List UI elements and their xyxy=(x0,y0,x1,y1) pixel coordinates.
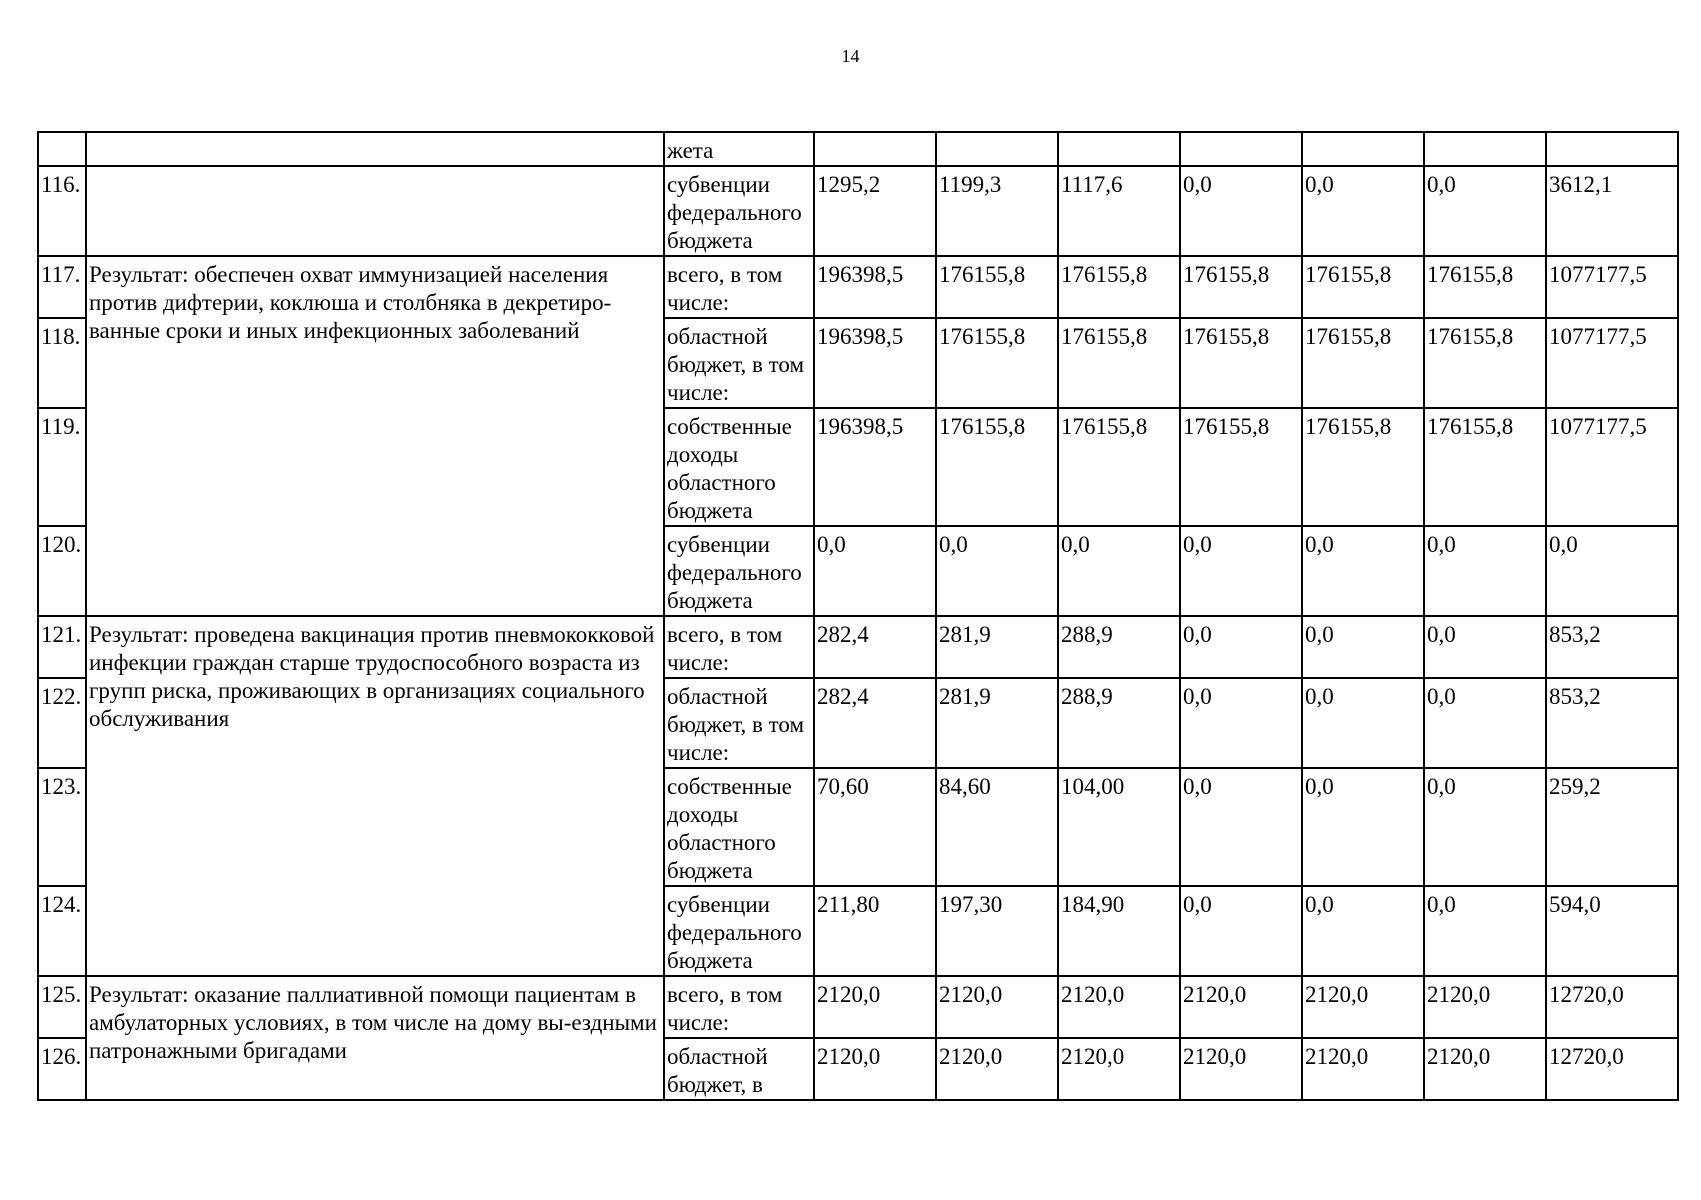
table-row xyxy=(38,166,1678,256)
year-value-cell: 0,0 xyxy=(1180,886,1302,976)
year-value-cell: 197,30 xyxy=(936,886,1058,976)
year-value-cell: 0,0 xyxy=(1424,166,1546,256)
year-value-cell: 2120,0 xyxy=(1302,976,1424,1038)
year-value-cell: 176155,8 xyxy=(1302,318,1424,408)
year-value-cell: 0,0 xyxy=(1302,768,1424,886)
year-value-cell: 2120,0 xyxy=(1058,1038,1180,1100)
total-value-cell: 594,0 xyxy=(1546,886,1678,976)
year-value-cell: 84,60 xyxy=(936,768,1058,886)
value-cell xyxy=(1424,132,1546,166)
year-value-cell: 0,0 xyxy=(1424,616,1546,678)
year-value-cell: 0,0 xyxy=(1058,526,1180,616)
year-value-cell: 0,0 xyxy=(1302,166,1424,256)
table-body xyxy=(38,132,1678,1100)
row-number-cell: 121. xyxy=(38,616,86,678)
year-value-cell: 288,9 xyxy=(1058,678,1180,768)
continuation-row xyxy=(38,132,1678,166)
year-value-cell: 0,0 xyxy=(1180,678,1302,768)
year-value-cell: 0,0 xyxy=(1180,768,1302,886)
year-value-cell: 70,60 xyxy=(814,768,936,886)
total-value-cell: 853,2 xyxy=(1546,678,1678,768)
total-value-cell: 3612,1 xyxy=(1546,166,1678,256)
value-cell xyxy=(1302,132,1424,166)
year-value-cell: 2120,0 xyxy=(936,976,1058,1038)
funding-source-cell: областной бюджет, в том числе: xyxy=(664,318,814,408)
row-number-cell: 116. xyxy=(38,166,86,256)
total-value-cell: 853,2 xyxy=(1546,616,1678,678)
year-value-cell: 176155,8 xyxy=(1058,318,1180,408)
value-cell xyxy=(936,132,1058,166)
year-value-cell: 2120,0 xyxy=(1180,1038,1302,1100)
row-number-cell: 125. xyxy=(38,976,86,1038)
year-value-cell: 176155,8 xyxy=(936,318,1058,408)
funding-source-cell: всего, в том числе: xyxy=(664,256,814,318)
row-number-cell: 119. xyxy=(38,408,86,526)
total-value-cell: 1077177,5 xyxy=(1546,408,1678,526)
row-number-cell: 117. xyxy=(38,256,86,318)
year-value-cell: 0,0 xyxy=(1302,678,1424,768)
year-value-cell: 196398,5 xyxy=(814,408,936,526)
row-number-cell xyxy=(38,132,86,166)
year-value-cell: 1117,6 xyxy=(1058,166,1180,256)
year-value-cell: 0,0 xyxy=(814,526,936,616)
description-cell xyxy=(86,166,664,256)
funding-source-cell: всего, в том числе: xyxy=(664,976,814,1038)
row-number-cell: 122. xyxy=(38,678,86,768)
year-value-cell: 288,9 xyxy=(1058,616,1180,678)
year-value-cell: 2120,0 xyxy=(1180,976,1302,1038)
year-value-cell: 0,0 xyxy=(936,526,1058,616)
year-value-cell: 176155,8 xyxy=(1058,408,1180,526)
row-number-cell: 124. xyxy=(38,886,86,976)
year-value-cell: 0,0 xyxy=(1180,616,1302,678)
year-value-cell: 176155,8 xyxy=(1180,318,1302,408)
year-value-cell: 281,9 xyxy=(936,616,1058,678)
year-value-cell: 176155,8 xyxy=(1302,408,1424,526)
year-value-cell: 176155,8 xyxy=(1424,408,1546,526)
funding-source-cell: областной бюджет, в том числе: xyxy=(664,678,814,768)
year-value-cell: 2120,0 xyxy=(1302,1038,1424,1100)
year-value-cell: 176155,8 xyxy=(1424,256,1546,318)
year-value-cell: 176155,8 xyxy=(1180,256,1302,318)
year-value-cell: 196398,5 xyxy=(814,318,936,408)
funding-source-cell: собственные доходы областного бюджета xyxy=(664,768,814,886)
year-value-cell: 176155,8 xyxy=(1058,256,1180,318)
funding-source-cell: собственные доходы областного бюджета xyxy=(664,408,814,526)
year-value-cell: 0,0 xyxy=(1424,678,1546,768)
year-value-cell: 211,80 xyxy=(814,886,936,976)
result-description: Результат: обеспечен охват иммунизацией населения против дифтерии, коклюша и столбняка в декретиро-ванные сроки и иных инфекционных заболеваний xyxy=(86,256,664,616)
value-cell xyxy=(1546,132,1678,166)
total-value-cell: 1077177,5 xyxy=(1546,318,1678,408)
year-value-cell: 176155,8 xyxy=(1180,408,1302,526)
total-value-cell: 0,0 xyxy=(1546,526,1678,616)
year-value-cell: 2120,0 xyxy=(936,1038,1058,1100)
year-value-cell: 2120,0 xyxy=(814,976,936,1038)
total-value-cell: 1077177,5 xyxy=(1546,256,1678,318)
year-value-cell: 1199,3 xyxy=(936,166,1058,256)
year-value-cell: 184,90 xyxy=(1058,886,1180,976)
row-number-cell: 126. xyxy=(38,1038,86,1100)
year-value-cell: 0,0 xyxy=(1180,166,1302,256)
result-description: Результат: проведена вакцинация против пневмококковой инфекции граждан старше трудоспособного возраста из групп риска, проживающих в организациях социального обслуживания xyxy=(86,616,664,976)
year-value-cell: 1295,2 xyxy=(814,166,936,256)
year-value-cell: 196398,5 xyxy=(814,256,936,318)
table-row xyxy=(38,616,1678,678)
row-number-cell: 120. xyxy=(38,526,86,616)
total-value-cell: 12720,0 xyxy=(1546,976,1678,1038)
funding-source-cell: субвенции федерального бюджета xyxy=(664,166,814,256)
year-value-cell: 104,00 xyxy=(1058,768,1180,886)
description-cell xyxy=(86,132,664,166)
page-number: 14 xyxy=(841,46,860,66)
year-value-cell: 0,0 xyxy=(1424,526,1546,616)
year-value-cell: 281,9 xyxy=(936,678,1058,768)
funding-source-cell: жета xyxy=(664,132,814,166)
year-value-cell: 0,0 xyxy=(1302,886,1424,976)
value-cell xyxy=(814,132,936,166)
total-value-cell: 259,2 xyxy=(1546,768,1678,886)
table-row xyxy=(38,976,1678,1038)
funding-source-cell: субвенции федерального бюджета xyxy=(664,526,814,616)
funding-source-cell: всего, в том числе: xyxy=(664,616,814,678)
value-cell xyxy=(1058,132,1180,166)
row-number-cell: 118. xyxy=(38,318,86,408)
value-cell xyxy=(1180,132,1302,166)
year-value-cell: 176155,8 xyxy=(936,408,1058,526)
year-value-cell: 282,4 xyxy=(814,616,936,678)
total-value-cell: 12720,0 xyxy=(1546,1038,1678,1100)
year-value-cell: 0,0 xyxy=(1424,768,1546,886)
table-row xyxy=(38,256,1678,318)
year-value-cell: 0,0 xyxy=(1302,526,1424,616)
year-value-cell: 176155,8 xyxy=(1424,318,1546,408)
year-value-cell: 2120,0 xyxy=(1058,976,1180,1038)
budget-table xyxy=(37,131,1679,1101)
year-value-cell: 176155,8 xyxy=(1302,256,1424,318)
result-description: Результат: оказание паллиативной помощи пациентам в амбулаторных условиях, в том числе на дому вы-ездными патронажными бригадами xyxy=(86,976,664,1100)
year-value-cell: 2120,0 xyxy=(1424,1038,1546,1100)
funding-source-cell: субвенции федерального бюджета xyxy=(664,886,814,976)
year-value-cell: 0,0 xyxy=(1180,526,1302,616)
year-value-cell: 176155,8 xyxy=(936,256,1058,318)
year-value-cell: 282,4 xyxy=(814,678,936,768)
year-value-cell: 2120,0 xyxy=(814,1038,936,1100)
year-value-cell: 0,0 xyxy=(1424,886,1546,976)
year-value-cell: 2120,0 xyxy=(1424,976,1546,1038)
row-number-cell: 123. xyxy=(38,768,86,886)
year-value-cell: 0,0 xyxy=(1302,616,1424,678)
funding-source-cell: областной бюджет, в xyxy=(664,1038,814,1100)
